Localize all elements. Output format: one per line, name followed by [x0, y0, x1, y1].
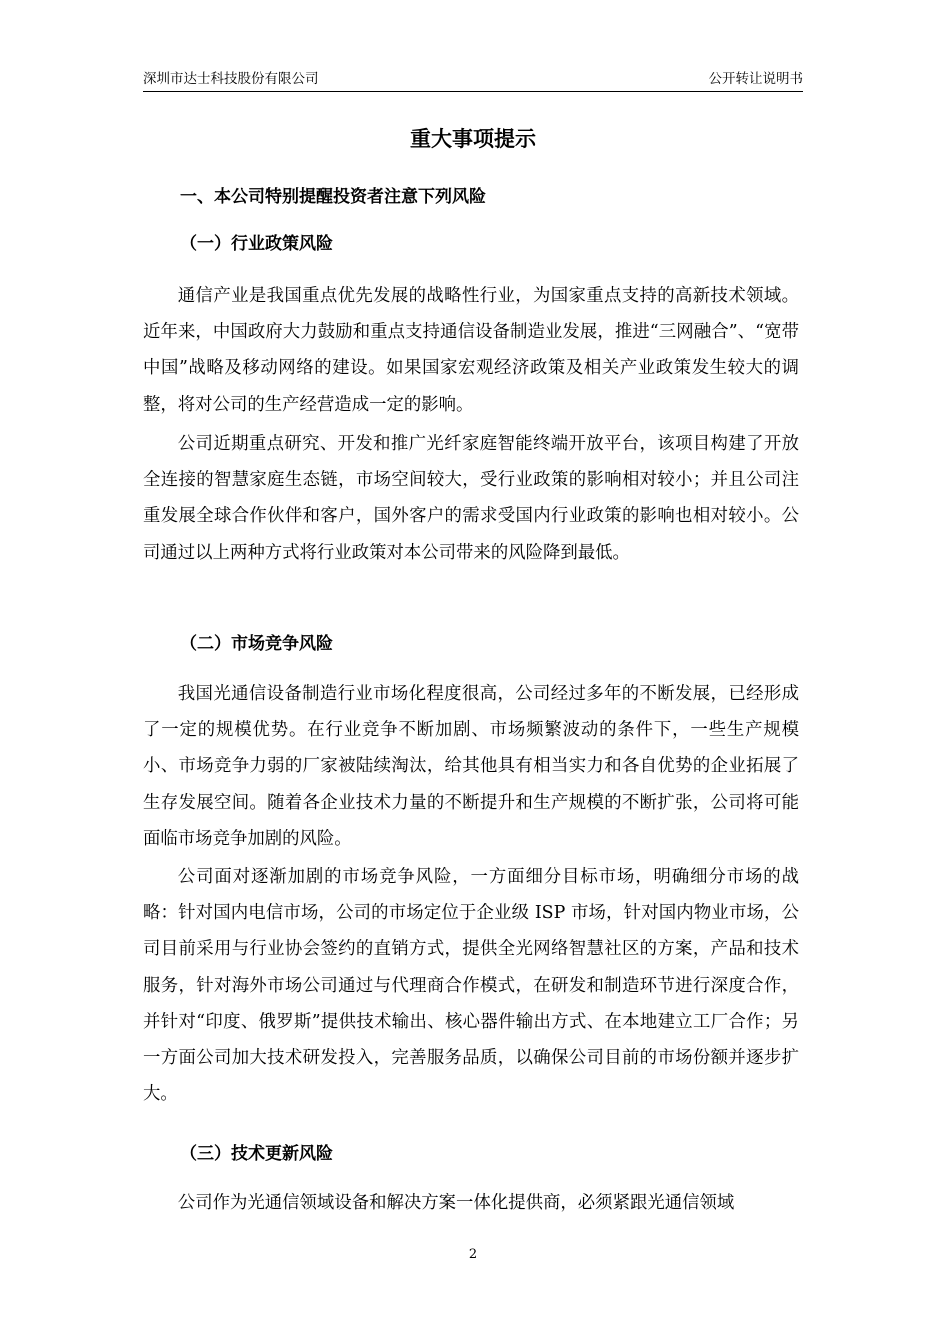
page-title: 重大事项提示	[410, 127, 536, 151]
header-company-name: 深圳市达士科技股份有限公司	[143, 71, 319, 87]
paragraph-competition-risk-1: 我国光通信设备制造行业市场化程度很高，公司经过多年的不断发展，已经形成了一定的规模优势。在行业竞争不断加剧、市场频繁波动的条件下，一些生产规模小、市场竞争力弱的厂家被陆续淘汰，给其他具有相当实力和各自优势的企业拓展了生存发展空间。随着各企业技术力量的不断提升和生产规模的不断扩张，公司将可能面临市场竞争加剧的风险。	[143, 684, 799, 849]
page-number: 2	[468, 1247, 478, 1262]
subsection-heading-policy-risk: （一）行业政策风险	[180, 234, 333, 254]
subsection-heading-technology-risk: （三）技术更新风险	[180, 1144, 333, 1164]
header-document-type: 公开转让说明书	[708, 71, 803, 87]
page-header	[143, 69, 803, 92]
paragraph-policy-risk-1: 通信产业是我国重点优先发展的战略性行业，为国家重点支持的高新技术领域。近年来，中国政府大力鼓励和重点支持通信设备制造业发展，推进“三网融合”、“宽带中国”战略及移动网络的建设。如果国家宏观经济政策及相关产业政策发生较大的调整，将对公司的生产经营造成一定的影响。	[143, 286, 799, 415]
paragraph-policy-risk-2: 公司近期重点研究、开发和推广光纤家庭智能终端开放平台，该项目构建了开放全连接的智慧家庭生态链，市场空间较大，受行业政策的影响相对较小；并且公司注重发展全球合作伙伴和客户，国外客户的需求受国内行业政策的影响也相对较小。公司通过以上两种方式将行业政策对本公司带来的风险降到最低。	[143, 434, 799, 563]
section-heading: 一、本公司特别提醒投资者注意下列风险	[180, 187, 486, 207]
paragraph-competition-risk-2: 公司面对逐渐加剧的市场竞争风险，一方面细分目标市场，明确细分市场的战略：针对国内电信市场，公司的市场定位于企业级 ISP 市场，针对国内物业市场，公司目前采用与行业协会签约的直销方式，提供全光网络智慧社区的方案，产品和技术服务，针对海外市场公司通过与代理商合作模式，在研发和制造环节进行深度合作，并针对“印度、俄罗斯”提供技术输出、核心器件输出方式、在本地建立工厂合作；另一方面公司加大技术研发投入，完善服务品质，以确保公司目前的市场份额并逐步扩大。	[143, 867, 799, 1105]
subsection-heading-competition-risk: （二）市场竞争风险	[180, 634, 333, 654]
paragraph-technology-risk-1: 公司作为光通信领域设备和解决方案一体化提供商，必须紧跟光通信领域	[177, 1193, 735, 1213]
